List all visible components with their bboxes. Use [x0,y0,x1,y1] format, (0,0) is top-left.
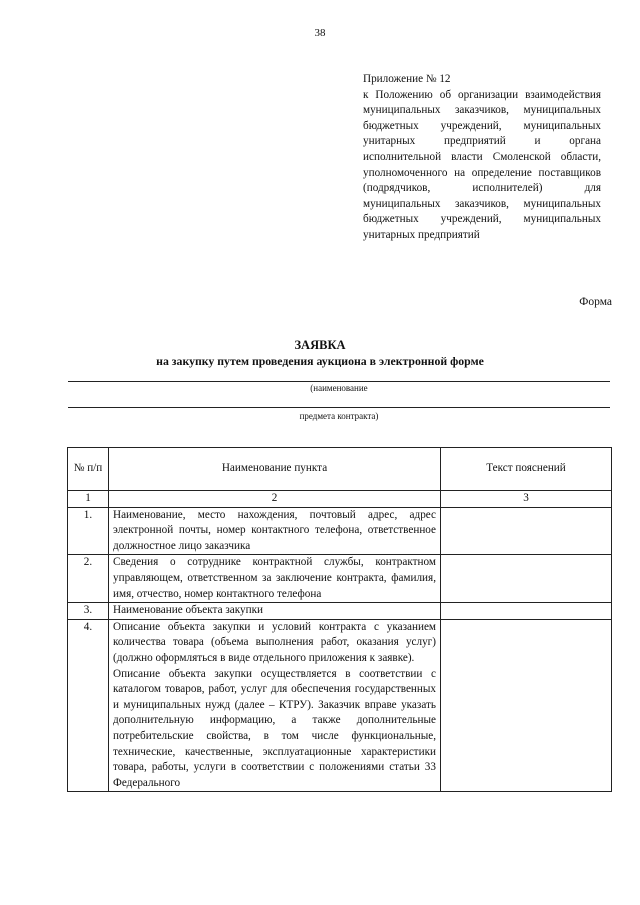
row-item [109,507,441,555]
index-cell: 2 [109,491,441,508]
row-number: 2. [68,555,109,603]
row-number: 3. [68,603,109,620]
table-header-row [68,448,612,491]
row-explanation[interactable] [441,507,612,555]
header-explanation: Текст пояснений [441,448,612,491]
fill-line-1 [68,381,610,382]
form-label: Форма [579,296,612,308]
request-table [67,447,612,792]
table-row [68,619,612,792]
row-text: Наименование объекта закупки [113,604,263,617]
row-explanation[interactable] [441,555,612,603]
header-number: № п/п [68,448,109,491]
table-row [68,555,612,603]
row-item [109,619,441,792]
fill-caption-2: предмета контракта) [299,411,379,421]
fill-line-2 [68,407,610,408]
document-subtitle: на закупку путем проведения аукциона в электронной форме [156,354,484,368]
index-cell: 3 [441,491,612,508]
appendix-block [363,72,601,244]
appendix-body: к Положению об организации взаимодействия муниципальных заказчиков, муниципальных бюджетных учреждений, муниципальных унитарных предприятий и органа исполнительной власти Смоленской области, уполномоченного на определение поставщиков (подрядчиков, исполнителей) для муниципальных заказчиков, муниципальных бюджетных учреждений, муниципальных унитарных предприятий [363,88,601,241]
table-row [68,507,612,555]
fill-caption-1: (наименование [310,383,368,393]
row-text: Сведения о сотруднике контрактной службы, контрактном управляющем, ответственном за заключение контракта, фамилия, имя, отчество, номер контактного телефона [113,556,436,600]
page-number: 38 [314,27,326,39]
table-row [68,603,612,620]
row-number: 4. [68,619,109,792]
table-index-row [68,491,612,508]
document-title: ЗАЯВКА [294,338,346,352]
index-cell: 1 [68,491,109,508]
row-text: Описание объекта закупки осуществляется в соответствии с каталогом товаров, работ, услуг для обеспечения государственных и муниципальных нужд (далее – КТРУ). Заказчик вправе указать дополнительную информацию, а также дополнительные потребительские свойства, в том числе функциональные, технические, качественные, эксплуатационные характеристики товара, работы, услуги в соответствии с положениями статьи 33 Федерального [113,667,436,789]
row-text: Описание объекта закупки и условий контракта с указанием количества товара (объема выполнения работ, оказания услуг) (должно оформляться в виде отдельного приложения к заявке). [113,620,436,664]
header-item: Наименование пункта [109,448,441,491]
row-explanation[interactable] [441,603,612,620]
row-item [109,555,441,603]
row-item [109,603,441,620]
appendix-title: Приложение № 12 [363,73,451,85]
row-explanation[interactable] [441,619,612,792]
row-number: 1. [68,507,109,555]
row-text: Наименование, место нахождения, почтовый адрес, адрес электронной почты, номер контактного телефона, ответственное должностное лицо заказчика [113,508,436,552]
